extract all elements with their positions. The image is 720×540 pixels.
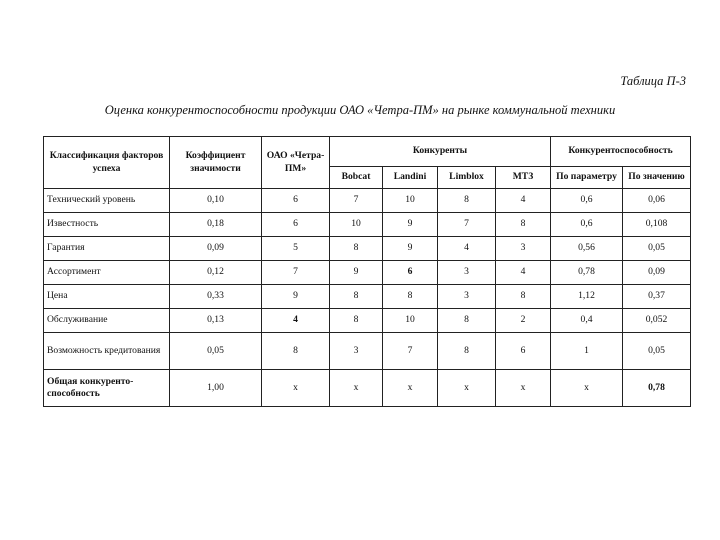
header-coefficient: Коэффициент значимости xyxy=(170,137,262,189)
competitor-cell: 3 xyxy=(438,261,496,285)
table-row xyxy=(44,285,691,309)
factor-cell: Возможность кредитования xyxy=(44,333,170,370)
competitor-cell: 8 xyxy=(496,213,551,237)
by-parameter-cell: 1,12 xyxy=(551,285,623,309)
total-factor-cell: Общая конкуренто-способность xyxy=(44,370,170,407)
total-by-value-cell: 0,78 xyxy=(623,370,691,407)
by-parameter-cell: 0,6 xyxy=(551,189,623,213)
factor-cell: Ассортимент xyxy=(44,261,170,285)
by-parameter-cell: 0,4 xyxy=(551,309,623,333)
total-competitor-cell: х xyxy=(438,370,496,407)
factor-cell: Гарантия xyxy=(44,237,170,261)
by-parameter-cell: 1 xyxy=(551,333,623,370)
coef-cell: 0,05 xyxy=(170,333,262,370)
table-number-label: Таблица П-3 xyxy=(620,74,686,88)
header-competitiveness: Конкурентоспособность xyxy=(551,137,691,167)
competitor-cell: 8 xyxy=(330,237,383,261)
header-competitor: МТЗ xyxy=(496,167,551,189)
header-competitor: Landini xyxy=(383,167,438,189)
competitor-cell: 4 xyxy=(496,261,551,285)
competitor-cell: 9 xyxy=(330,261,383,285)
by-value-cell: 0,09 xyxy=(623,261,691,285)
competitor-cell: 3 xyxy=(438,285,496,309)
competitor-cell: 3 xyxy=(496,237,551,261)
by-value-cell: 0,05 xyxy=(623,333,691,370)
table-title: Оценка конкурентоспособности продукции ОАО «Четра-ПМ» на рынке коммунальной техники xyxy=(104,103,616,117)
factor-cell: Технический уровень xyxy=(44,189,170,213)
total-competitor-cell: х xyxy=(496,370,551,407)
competitor-cell: 3 xyxy=(330,333,383,370)
competitor-cell: 8 xyxy=(330,309,383,333)
competitor-cell: 4 xyxy=(438,237,496,261)
company-cell: 9 xyxy=(262,285,330,309)
total-row xyxy=(44,370,691,407)
company-cell: 7 xyxy=(262,261,330,285)
coef-cell: 0,13 xyxy=(170,309,262,333)
competitor-cell: 10 xyxy=(383,309,438,333)
competitor-cell: 10 xyxy=(330,213,383,237)
by-value-cell: 0,108 xyxy=(623,213,691,237)
by-value-cell: 0,06 xyxy=(623,189,691,213)
coef-cell: 0,09 xyxy=(170,237,262,261)
competitor-cell: 6 xyxy=(496,333,551,370)
by-value-cell: 0,05 xyxy=(623,237,691,261)
by-value-cell: 0,052 xyxy=(623,309,691,333)
header-competitors: Конкуренты xyxy=(330,137,551,167)
competitor-cell: 9 xyxy=(383,237,438,261)
header-factors: Классификация факторов успеха xyxy=(44,137,170,189)
coef-cell: 0,10 xyxy=(170,189,262,213)
competitor-cell: 8 xyxy=(383,285,438,309)
competitor-cell: 2 xyxy=(496,309,551,333)
header-competitor: Limblox xyxy=(438,167,496,189)
competitor-cell: 7 xyxy=(330,189,383,213)
coef-cell: 0,18 xyxy=(170,213,262,237)
factor-cell: Обслуживание xyxy=(44,309,170,333)
competitor-cell: 8 xyxy=(330,285,383,309)
company-cell: 6 xyxy=(262,189,330,213)
competitor-cell: 8 xyxy=(438,309,496,333)
coef-cell: 0,33 xyxy=(170,285,262,309)
header-by-parameter: По параметру xyxy=(551,167,623,189)
factor-cell: Цена xyxy=(44,285,170,309)
table-row xyxy=(44,189,691,213)
table-row xyxy=(44,333,691,370)
competitiveness-table xyxy=(43,136,691,407)
competitor-cell: 8 xyxy=(438,189,496,213)
table-row xyxy=(44,309,691,333)
table-row xyxy=(44,261,691,285)
competitor-cell: 10 xyxy=(383,189,438,213)
factor-cell: Известность xyxy=(44,213,170,237)
table-row xyxy=(44,237,691,261)
company-cell: 6 xyxy=(262,213,330,237)
coef-cell: 0,12 xyxy=(170,261,262,285)
table-row xyxy=(44,213,691,237)
by-parameter-cell: 0,78 xyxy=(551,261,623,285)
total-competitor-cell: х xyxy=(383,370,438,407)
by-parameter-cell: 0,6 xyxy=(551,213,623,237)
competitor-cell: 7 xyxy=(438,213,496,237)
header-company: ОАО «Четра-ПМ» xyxy=(262,137,330,189)
header-by-value: По значению xyxy=(623,167,691,189)
total-competitor-cell: х xyxy=(330,370,383,407)
company-cell: 5 xyxy=(262,237,330,261)
total-by-parameter-cell: х xyxy=(551,370,623,407)
competitor-cell: 9 xyxy=(383,213,438,237)
competitor-cell: 7 xyxy=(383,333,438,370)
competitor-cell: 4 xyxy=(496,189,551,213)
company-cell: 8 xyxy=(262,333,330,370)
total-company-cell: х xyxy=(262,370,330,407)
header-competitor: Bobcat xyxy=(330,167,383,189)
competitor-cell: 6 xyxy=(383,261,438,285)
total-coef-cell: 1,00 xyxy=(170,370,262,407)
by-parameter-cell: 0,56 xyxy=(551,237,623,261)
company-cell: 4 xyxy=(262,309,330,333)
competitor-cell: 8 xyxy=(438,333,496,370)
by-value-cell: 0,37 xyxy=(623,285,691,309)
competitor-cell: 8 xyxy=(496,285,551,309)
